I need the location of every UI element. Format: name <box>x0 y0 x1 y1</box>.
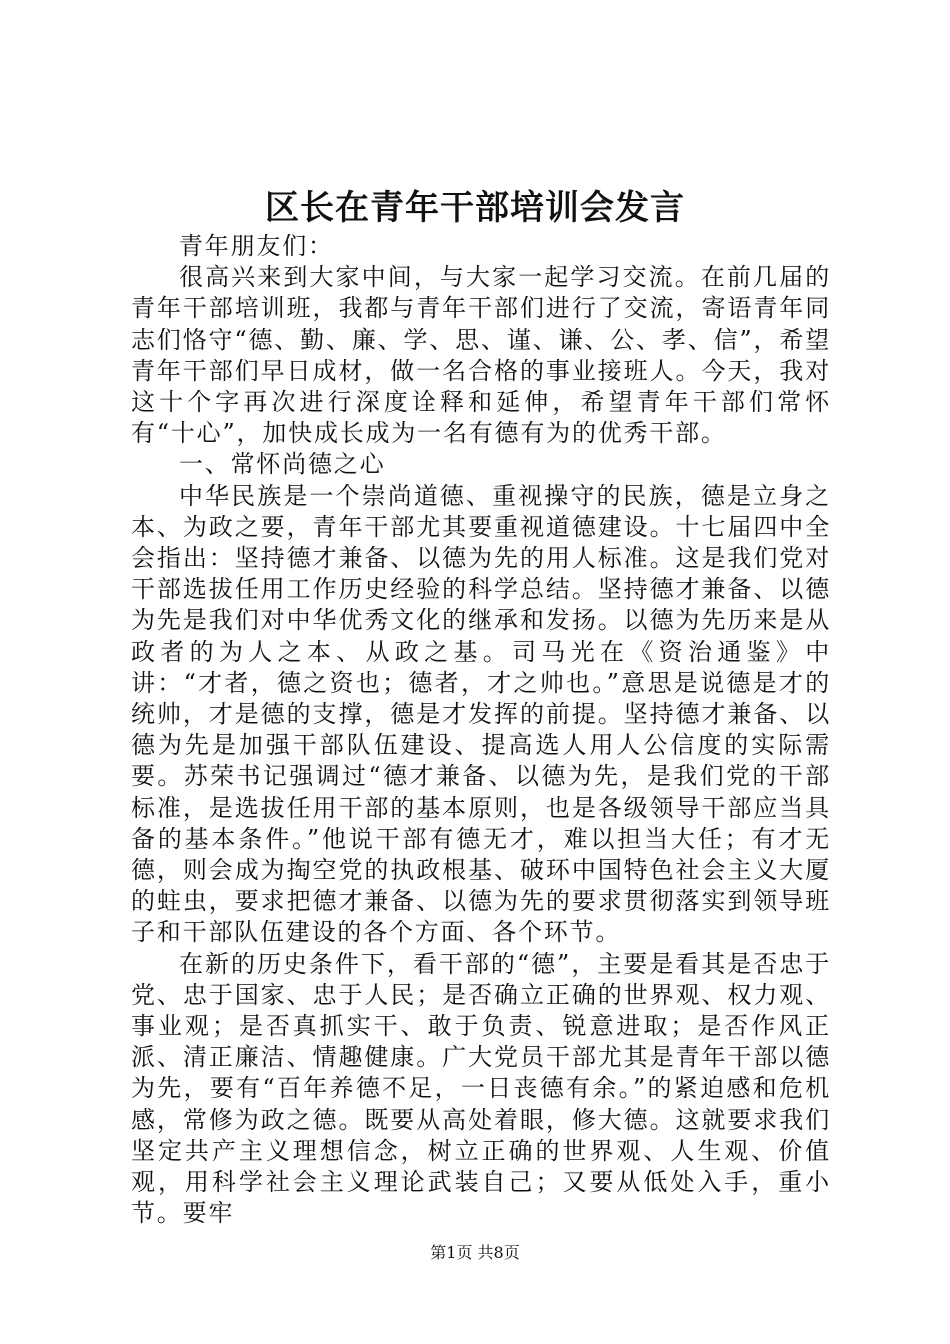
body-paragraph: 中华民族是一个崇尚道德、重视操守的民族，德是立身之本、为政之要，青年干部尤其要重视道德建设。十七届四中全会指出：坚持德才兼备、以德为先的用人标准。这是我们党对干部选拔任用工作历史经验的科学总结。坚持德才兼备、以德为先是我们对中华优秀文化的继承和发扬。以德为先历来是从政者的为人之本、从政之基。司马光在《资治通鉴》中讲：“才者，德之资也；德者，才之帅也。”意思是说德是才的统帅，才是德的支撑，德是才发挥的前提。坚持德才兼备、以德为先是加强干部队伍建设、提高选人用人公信度的实际需要。苏荣书记强调过“德才兼备、以德为先，是我们党的干部标准，是选拔任用干部的基本原则，也是各级领导干部应当具备的基本条件。”他说干部有德无才，难以担当大任；有才无德，则会成为掏空党的执政根基、破环中国特色社会主义大厦的蛀虫，要求把德才兼备、以德为先的要求贯彻落实到领导班子和干部队伍建设的各个方面、各个环节。 <box>131 481 831 947</box>
body-paragraph: 在新的历史条件下，看干部的“德”，主要是看其是否忠于党、忠于国家、忠于人民；是否确立正确的世界观、权力观、事业观；是否真抓实干、敢于负责、锐意进取；是否作风正派、清正廉洁、情趣健康。广大党员干部尤其是青年干部以德为先，要有“百年养德不足，一日丧德有余。”的紧迫感和危机感，常修为政之德。既要从高处着眼，修大德。这就要求我们坚定共产主义理想信念，树立正确的世界观、人生观、价值观，用科学社会主义理论武装自己；又要从低处入手，重小节。要牢 <box>131 949 831 1228</box>
salutation-paragraph: 青年朋友们： <box>179 232 334 260</box>
document-body <box>131 231 831 1230</box>
document-title: 区长在青年干部培训会发言 <box>265 188 685 228</box>
page-footer: 第1页 共8页 <box>430 1243 520 1262</box>
section-heading: 一、常怀尚德之心 <box>179 450 386 479</box>
intro-paragraph: 很高兴来到大家中间，与大家一起学习交流。在前几届的青年干部培训班，我都与青年干部们进行了交流，寄语青年同志们恪守“德、勤、廉、学、思、谨、谦、公、孝、信”，希望青年干部们早日成材，做一名合格的事业接班人。今天，我对这十个字再次进行深度诠释和延伸，希望青年干部们常怀有“十心”，加快成长成为一名有德有为的优秀干部。 <box>131 263 831 448</box>
